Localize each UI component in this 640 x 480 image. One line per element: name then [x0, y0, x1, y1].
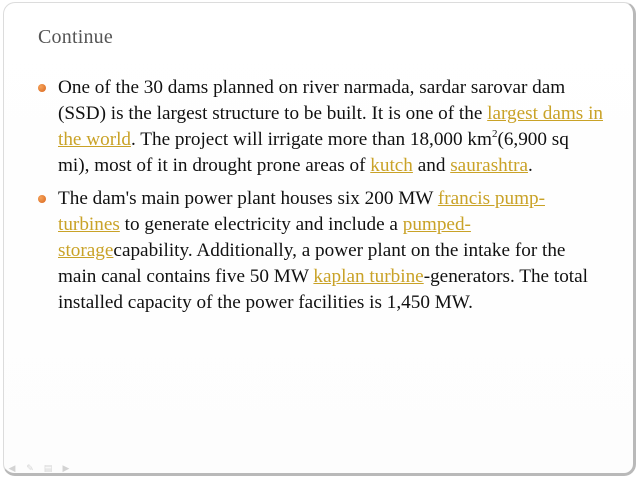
bullet-item	[38, 75, 603, 179]
bullet-text-segment: to generate electricity and include a	[119, 214, 403, 235]
bullet-text-segment: (6,900 sq mi), most of it in drought prone areas of	[58, 129, 569, 176]
bullet-list	[38, 75, 603, 323]
bullet-text-segment: . The project will irrigate more than 18,000 km	[131, 129, 492, 150]
bullet-text-segment: capability. Additionally, a power plant on the intake for the main canal contains five 50 MW	[58, 240, 566, 287]
bullet-text-segment: -generators. The total installed capacity of the power facilities is 1,450 MW.	[58, 266, 588, 313]
menu-icon[interactable]: ▤	[43, 464, 53, 474]
bullet-icon	[38, 84, 46, 92]
bullet-item	[38, 186, 603, 316]
link-pumped-storage[interactable]: pumped-storage	[58, 214, 471, 261]
link-saurashtra[interactable]: saurashtra	[450, 155, 528, 176]
arrow-right-icon[interactable]: ▶	[62, 464, 70, 474]
bullet-text-segment: One of the 30 dams planned on river narmada, sardar sarovar dam (SSD) is the largest structure to be built. It is one of the	[58, 77, 566, 124]
bullet-text	[58, 77, 603, 176]
arrow-left-icon[interactable]: ◀	[8, 464, 16, 474]
superscript: 2	[491, 127, 498, 140]
pen-icon[interactable]: ✎	[26, 464, 34, 474]
link-francis-pump-turbines[interactable]: francis pump-turbines	[58, 188, 545, 235]
link-kaplan-turbine[interactable]: kaplan turbine	[313, 266, 424, 287]
bullet-icon	[38, 195, 46, 203]
link-largest-dams[interactable]: largest dams in the world	[58, 103, 603, 150]
slide-title: Continue	[38, 26, 113, 48]
bullet-text-segment: .	[528, 155, 533, 176]
bullet-text-segment: and	[412, 155, 451, 176]
bullet-text-segment: The dam's main power plant houses six 200 MW	[58, 188, 438, 209]
slideshow-toolbar	[6, 464, 72, 474]
link-kutch[interactable]: kutch	[370, 155, 413, 176]
bullet-text	[58, 188, 588, 313]
